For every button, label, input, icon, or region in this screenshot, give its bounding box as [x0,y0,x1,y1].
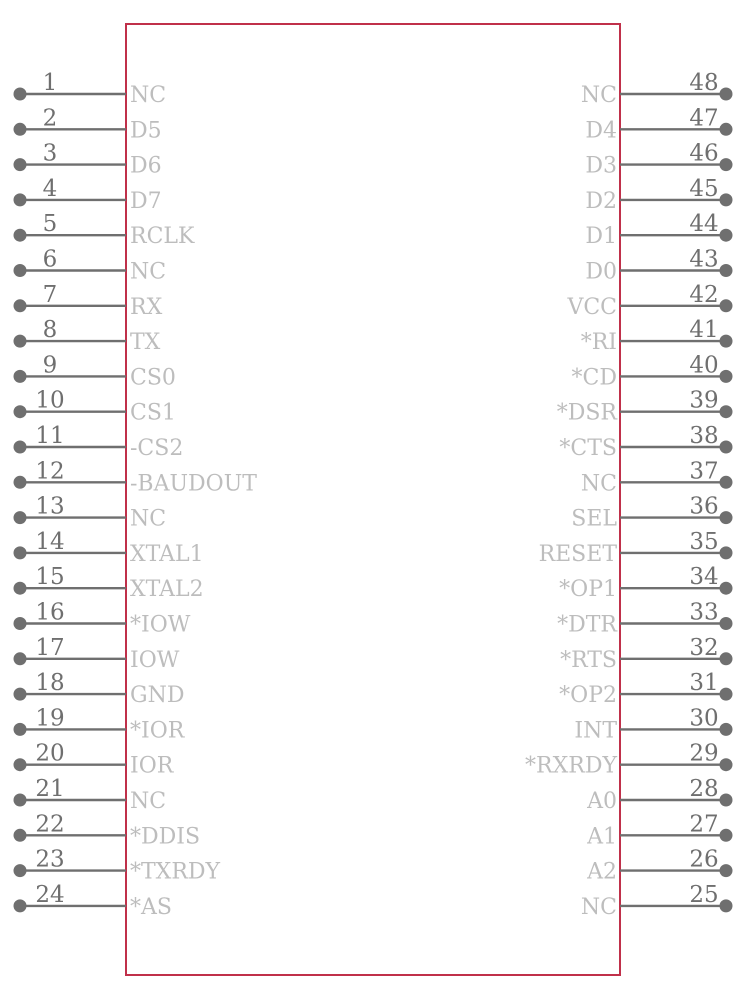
pin-41 [581,317,733,355]
pin-endpoint-dot [720,511,733,524]
pin-endpoint-dot [14,617,27,630]
pin-endpoint-dot [14,794,27,807]
pin-number: 4 [42,175,58,202]
pin-44 [585,211,732,249]
pin-number: 28 [689,776,719,802]
pin-label: INT [574,718,617,744]
right-pin-group [525,70,732,920]
pin-endpoint-dot [14,264,27,277]
pin-endpoint-dot [720,476,733,489]
pin-endpoint-dot [720,617,733,630]
pin-endpoint-dot [14,193,27,206]
pin-number: 22 [35,811,65,838]
pin-endpoint-dot [14,511,27,524]
pin-label: *DTR [557,612,617,638]
pin-number: 9 [42,352,58,379]
pin-number: 33 [689,599,719,626]
pin-endpoint-dot [14,899,27,912]
pin-label: *RXRDY [525,753,617,779]
pin-number: 6 [42,246,58,273]
pin-number: 48 [689,70,719,96]
pin-endpoint-dot [14,723,27,736]
pin-21 [14,776,167,814]
pin-endpoint-dot [720,299,733,312]
pin-number: 30 [689,705,719,732]
pin-label: NC [130,789,167,814]
pin-number: 2 [42,105,58,132]
pin-label: A0 [587,789,617,814]
pin-34 [559,564,732,602]
pin-11 [14,423,184,461]
pin-number: 38 [689,423,719,449]
pin-label: *DDIS [130,824,201,850]
pin-label: D7 [130,188,162,214]
pin-label: D6 [130,153,162,179]
pin-number: 12 [35,458,65,485]
pin-endpoint-dot [14,158,27,171]
pin-endpoint-dot [14,829,27,842]
pin-label: NC [130,506,167,532]
pin-number: 47 [689,105,719,132]
pin-number: 31 [689,670,719,697]
pin-label: -BAUDOUT [130,471,257,497]
pin-endpoint-dot [14,476,27,489]
pin-endpoint-dot [14,441,27,454]
pin-endpoint-dot [720,758,733,771]
pin-14 [14,529,204,567]
pin-label: D0 [585,259,617,285]
pin-number: 44 [689,211,719,238]
pin-23 [14,847,221,885]
pin-number: 16 [35,599,65,626]
pin-label: NC [130,83,167,108]
pin-label: XTAL2 [130,577,204,603]
pin-12 [14,458,258,496]
pin-endpoint-dot [14,758,27,771]
pin-number: 24 [35,881,65,908]
pin-label: NC [580,83,617,108]
pin-endpoint-dot [720,688,733,701]
pin-endpoint-dot [720,405,733,418]
pin-label: IOR [130,753,174,779]
pin-number: 46 [689,140,719,167]
pin-endpoint-dot [720,723,733,736]
pin-number: 1 [42,70,58,96]
pin-label: *OP1 [559,577,617,603]
pin-label: *IOW [130,612,191,638]
pin-label: IOW [130,647,180,673]
pin-number: 17 [35,634,65,661]
pin-label: NC [580,471,617,497]
pin-endpoint-dot [720,546,733,559]
pin-19 [14,705,186,743]
pin-25 [581,882,733,920]
pin-number: 41 [689,317,719,344]
pin-number: 35 [689,528,719,555]
pin-number: 43 [689,246,719,273]
pin-42 [566,282,732,320]
pin-endpoint-dot [14,123,27,136]
pin-label: TX [130,330,161,356]
pin-number: 32 [689,634,719,661]
pin-27 [586,811,732,849]
pin-37 [581,458,733,496]
pin-number: 27 [689,811,719,838]
pin-5 [14,211,196,249]
pin-30 [574,705,732,743]
pin-39 [557,388,733,426]
pin-endpoint-dot [720,335,733,348]
pin-endpoint-dot [720,229,733,242]
pin-endpoint-dot [720,829,733,842]
pin-label: NC [130,259,167,285]
pin-label: *RI [580,330,617,356]
pin-endpoint-dot [14,370,27,383]
pin-label: -CS2 [130,436,184,461]
pin-number: 21 [35,776,65,802]
pin-33 [557,600,732,638]
pin-endpoint-dot [14,229,27,242]
pin-number: 5 [42,211,58,238]
pin-17 [14,635,180,673]
pin-endpoint-dot [720,88,733,101]
pin-label: D4 [585,118,617,144]
pin-32 [560,635,732,673]
pin-number: 40 [689,352,719,379]
pin-endpoint-dot [720,899,733,912]
pin-endpoint-dot [14,299,27,312]
pin-number: 19 [35,705,65,732]
pin-endpoint-dot [720,652,733,665]
pin-45 [585,176,732,214]
pin-label: CS0 [130,365,176,391]
pin-24 [14,882,172,920]
pin-label: *CD [571,365,617,391]
pin-label: CS1 [130,400,176,426]
pin-endpoint-dot [720,264,733,277]
pin-label: *IOR [130,718,185,744]
pin-number: 23 [35,846,65,873]
pin-endpoint-dot [720,794,733,807]
pin-7 [14,282,163,320]
pin-endpoint-dot [14,864,27,877]
pin-label: D1 [585,224,617,250]
pin-2 [14,105,162,143]
pin-number: 25 [689,881,719,908]
pin-endpoint-dot [14,405,27,418]
pin-20 [14,741,175,779]
pin-number: 34 [689,564,719,591]
pin-number: 11 [35,423,65,449]
pin-22 [14,811,201,849]
pin-label: A2 [587,859,617,885]
pin-label: RESET [538,541,617,567]
pin-number: 8 [42,317,58,344]
pin-43 [585,247,732,285]
pin-40 [572,352,733,390]
pin-endpoint-dot [14,546,27,559]
pin-endpoint-dot [720,123,733,136]
pin-10 [14,388,176,426]
pin-label: VCC [567,294,617,320]
pin-31 [559,670,732,708]
left-pin-group [14,70,258,920]
pin-number: 10 [35,387,65,414]
pin-number: 37 [689,458,719,485]
pin-18 [14,670,185,708]
pin-endpoint-dot [720,864,733,877]
pin-label: D5 [130,118,162,144]
pin-endpoint-dot [14,335,27,348]
pin-label: *RTS [560,647,617,673]
pin-28 [586,776,732,814]
pin-endpoint-dot [720,582,733,595]
pin-8 [14,317,161,355]
pin-label: GND [130,683,185,709]
pin-number: 29 [689,740,719,767]
pin-endpoint-dot [720,441,733,454]
pin-number: 13 [35,493,65,520]
pin-endpoint-dot [14,88,27,101]
pin-number: 20 [35,740,65,767]
pin-38 [559,423,732,461]
pin-label: D3 [585,153,617,179]
pin-9 [14,352,176,390]
pin-26 [586,847,732,885]
pin-number: 7 [42,281,58,308]
pin-label: XTAL1 [130,541,204,567]
pin-label: NC [580,894,617,920]
pin-35 [539,529,733,567]
pin-1 [14,70,167,108]
pin-6 [14,247,167,285]
pin-label: *OP2 [559,683,617,709]
pin-16 [14,600,191,638]
pin-label: D2 [585,188,617,214]
pin-15 [14,564,204,602]
pin-number: 15 [35,564,65,591]
pin-label: SEL [571,506,617,532]
pin-number: 26 [689,846,719,873]
pin-4 [14,176,162,214]
pin-endpoint-dot [14,652,27,665]
pin-label: *DSR [556,400,617,426]
pin-endpoint-dot [14,582,27,595]
pin-29 [525,741,732,779]
pin-3 [14,141,162,179]
pin-endpoint-dot [720,370,733,383]
pin-label: *AS [130,894,172,920]
pin-label: RX [130,294,163,320]
pin-endpoint-dot [720,158,733,171]
pin-number: 39 [689,387,719,414]
pin-46 [585,141,732,179]
pin-48 [581,70,733,108]
pin-endpoint-dot [14,688,27,701]
pin-label: *TXRDY [130,859,221,885]
pin-number: 14 [35,528,65,555]
pin-label: *CTS [559,436,617,461]
pin-number: 3 [42,140,58,167]
pin-endpoint-dot [720,193,733,206]
pin-number: 18 [35,670,65,697]
pin-number: 45 [689,175,719,202]
pin-number: 42 [689,281,719,308]
pin-47 [585,105,732,143]
pin-label: A1 [587,824,617,850]
ic-body-outline [126,24,620,975]
pin-label: RCLK [130,224,195,250]
pin-number: 36 [689,493,719,520]
pin-13 [14,494,167,532]
pin-36 [571,494,732,532]
